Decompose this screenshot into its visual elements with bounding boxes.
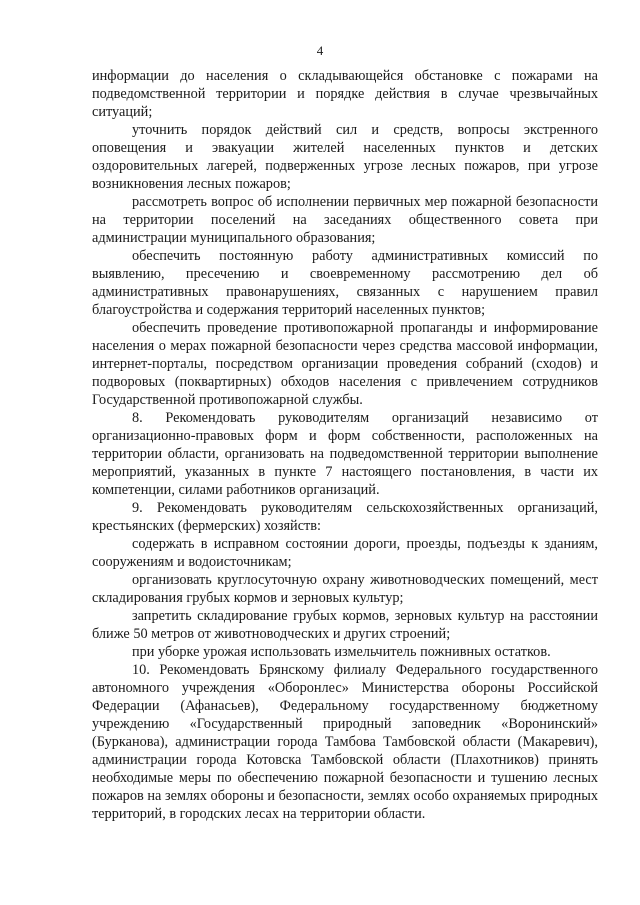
paragraph-consider-measures: рассмотреть вопрос об исполнении первичных мер пожарной безопасности на территории поселений на заседаниях общественного совета при администрации муниципального образования;	[92, 194, 598, 246]
paragraph-item-8: 8. Рекомендовать руководителям организаций независимо от организационно-правовых форм и форм собственности, расположенных на территории области, организовать на подведомственной территории выполнение мероприятий, указанных в пункте 7 настоящего постановления, в части их компетенции, силами работников организаций.	[92, 410, 598, 498]
paragraph-inform-population: информации до населения о складывающейся обстановке с пожарами на подведомственной территории и порядке действия в случае чрезвычайных ситуаций;	[92, 68, 598, 120]
paragraph-item-10: 10. Рекомендовать Брянскому филиалу Федерального государственного автономного учреждения «Оборонлес» Министерства обороны Российской Федерации (Афанасьев), Федеральному государственному бюджетному учреждению «Государственный природный заповедник «Воронинский» (Бурканова), администрации города Тамбова Тамбовской области (Макаревич), администрации города Котовска Тамбовской области (Плахотников) принять необходимые меры по обеспечению пожарной безопасности и тушению лесных пожаров на землях обороны и безопасности, землях особо охраняемых природных территорий, в городских лесах на территории области.	[92, 662, 598, 822]
paragraph-maintain-roads: содержать в исправном состоянии дороги, проезды, подъезды к зданиям, сооружениям и водоисточникам;	[92, 536, 598, 570]
document-body	[92, 67, 598, 823]
paragraph-organize-guard: организовать круглосуточную охрану животноводческих помещений, мест складирования грубых кормов и зерновых культур;	[92, 572, 598, 606]
paragraph-harvest-shredder: при уборке урожая использовать измельчитель пожнивных остатков.	[132, 644, 551, 660]
paragraph-clarify-procedures: уточнить порядок действий сил и средств, вопросы экстренного оповещения и эвакуации жителей населенных пунктов и детских оздоровительных лагерей, подверженных угрозе лесных пожаров, при угрозе возникновения лесных пожаров;	[92, 122, 598, 192]
paragraph-prohibit-storage: запретить складирование грубых кормов, зерновых культур на расстоянии ближе 50 метров от животноводческих и других строений;	[92, 608, 598, 642]
paragraph-item-9: 9. Рекомендовать руководителям сельскохозяйственных организаций, крестьянских (фермерских) хозяйств:	[92, 500, 598, 534]
paragraph-admin-commissions: обеспечить постоянную работу административных комиссий по выявлению, пресечению и своевременному рассмотрению дел об административных правонарушениях, связанных с нарушением правил благоустройства и содержания территорий населенных пунктов;	[92, 248, 598, 318]
paragraph-fire-propaganda: обеспечить проведение противопожарной пропаганды и информирование населения о мерах пожарной безопасности через средства массовой информации, интернет-порталы, посредством организации проведения собраний (сходов) и подворовых (поквартирных) обходов населения с привлечением сотрудников Государственной противопожарной службы.	[92, 320, 598, 408]
page-number: 4	[316, 43, 324, 58]
